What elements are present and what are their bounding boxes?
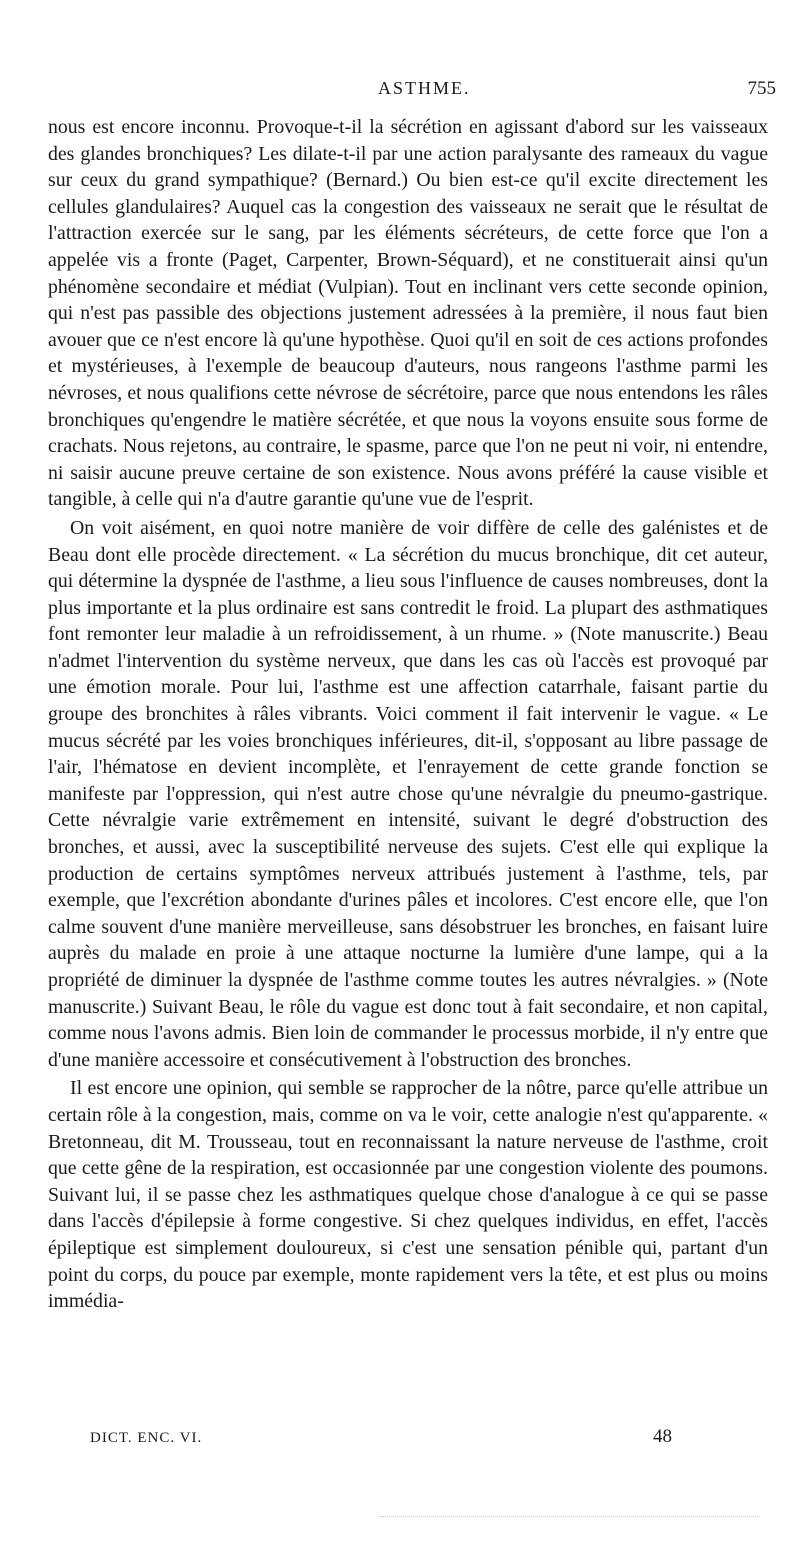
signature-label: DICT. ENC. VI. (90, 1430, 203, 1446)
body-text (48, 114, 768, 1315)
page-number: 755 (747, 78, 776, 99)
running-title: ASTHME. (378, 78, 471, 98)
paragraph-2: On voit aisément, en quoi notre manière de voir diffère de celle des galénistes et de Beau dont elle procède directement. « La sécrétion du mucus bronchique, dit cet auteur, qui détermine la dyspnée de l'asthme, a lieu sous l'influence de causes nombreuses, dont la plus importante et la plus ordinaire est sans contredit le froid. La plupart des asthmatiques font remonter leur maladie à un refroidissement, à un rhume. » (Note manuscrite.) Beau n'admet l'intervention du système nerveux, que dans les cas où l'accès est provoqué par une émotion morale. Pour lui, l'asthme est une affection catarrhale, faisant partie du groupe des bronchites à râles vibrants. Voici comment il fait intervenir le vague. « Le mucus sécrété par les voies bronchiques inférieures, dit-il, s'opposant au libre passage de l'air, l'hématose en devient incomplète, et l'enrayement de cette grande fonction se manifeste par l'oppression, qui n'est autre chose qu'une névralgie du pneumo-gastrique. Cette névralgie varie extrêmement en intensité, suivant le degré d'obstruction des bronches, et aussi, avec la susceptibilité nerveuse des sujets. C'est elle qui explique la production de certains symptômes nerveux attribués justement à l'asthme, tels, par exemple, que l'excrétion abondante d'urines pâles et incolores. C'est encore elle, que l'on calme souvent d'une manière merveilleuse, sans désobstruer les bronches, en faisant luire auprès du malade en proie à une attaque nocturne la lumière d'une lampe, qui a la propriété de diminuer la dyspnée de l'asthme comme toutes les autres névralgies. » (Note manuscrite.) Suivant Beau, le rôle du vague est donc tout à fait secondaire, et non capital, comme nous l'avons admis. Bien loin de commander le processus morbide, il n'y entre que d'une manière accessoire et consécutivement à l'obstruction des bronches. (48, 516, 768, 1071)
page-header (48, 78, 776, 114)
signature-number: 48 (653, 1426, 672, 1447)
paragraph-3: Il est encore une opinion, qui semble se rapprocher de la nôtre, parce qu'elle attribue un certain rôle à la congestion, mais, comme on va le voir, cette analogie n'est qu'apparente. « Bretonneau, dit M. Trousseau, tout en reconnaissant la nature nerveuse de l'asthme, croit que cette gêne de la respiration, est occasionnée par une congestion violente des poumons. Suivant lui, il se passe chez les asthmatiques quelque chose d'analogue à ce qui se passe dans l'accès d'épilepsie à forme congestive. Si chez quelques individus, en effet, l'accès épileptique est simplement douloureux, si c'est une sensation pénible qui, partant d'un point du corps, du pouce par exemple, monte rapidement vers la tête, et est plus ou moins immédia- (48, 1077, 768, 1313)
page-footer (50, 1426, 730, 1460)
page (48, 78, 776, 1315)
print-marks (380, 1516, 760, 1521)
paragraph-1: nous est encore inconnu. Provoque-t-il la sécrétion en agissant d'abord sur les vaisseaux des glandes bronchiques? Les dilate-t-il par une action paralysante des rameaux du vague sur ceux du grand sympathique? (Bernard.) Ou bien est-ce qu'il excite directement les cellules glandulaires? Auquel cas la congestion des vaisseaux ne serait que le résultat de l'attraction exercée sur le sang, par les éléments sécréteurs, de cette force que l'on a appelée vis a fronte (Paget, Carpenter, Brown-Séquard), et ne constituerait ainsi qu'un phénomène secondaire et médiat (Vulpian). Tout en inclinant vers cette seconde opinion, qui n'est pas passible des objections justement adressées à la première, il nous faut bien avouer que ce n'est encore là qu'une hypothèse. Quoi qu'il en soit de ces actions profondes et mystérieuses, à l'exemple de beaucoup d'auteurs, nous rangeons l'asthme parmi les névroses, et nous qualifions cette névrose de sécrétoire, parce que nous entendons les râles bronchiques qu'engendre le matière sécrétée, et que nous la voyons ensuite sous forme de crachats. Nous rejetons, au contraire, le spasme, parce que l'on ne peut ni voir, ni entendre, ni saisir aucune preuve certaine de son existence. Nous avons préféré la cause visible et tangible, à celle qui n'a d'autre garantie qu'une vue de l'esprit. (48, 116, 768, 511)
